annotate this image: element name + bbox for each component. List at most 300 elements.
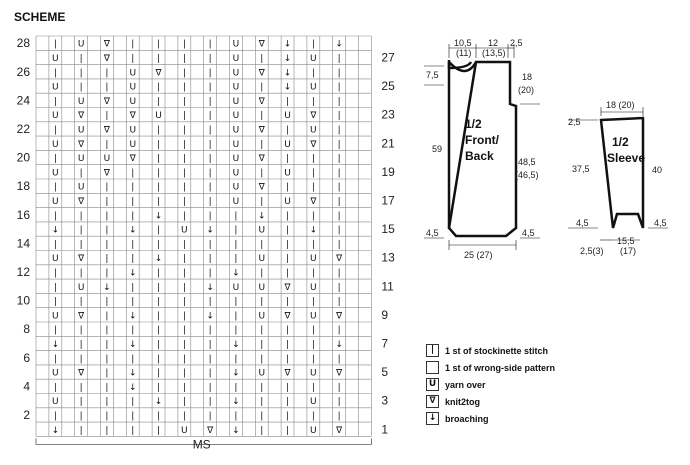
chart-symbol-s: | <box>157 382 161 393</box>
chart-symbol-s: | <box>157 139 161 150</box>
legend-item <box>426 342 555 359</box>
chart-symbol-y: U <box>284 196 291 207</box>
chart-symbol-s: | <box>157 96 161 107</box>
chart-symbol-s: | <box>311 297 315 308</box>
chart-symbol-y: U <box>310 125 317 136</box>
chart-symbol-s: | <box>234 211 238 222</box>
chart-symbol-k: ∇ <box>258 182 265 193</box>
row-label-left: 14 <box>16 236 30 251</box>
chart-symbol-s: | <box>105 297 109 308</box>
chart-symbol-s: | <box>234 311 238 322</box>
chart-symbol-k: ∇ <box>258 125 265 136</box>
row-label-right: 13 <box>381 250 395 265</box>
chart-symbol-y: U <box>232 82 240 93</box>
chart-symbol-s: | <box>337 354 341 365</box>
chart-symbol-s: | <box>53 211 57 222</box>
chart-symbol-s: | <box>260 111 264 122</box>
chart-symbol-s: | <box>208 168 212 179</box>
row-label-right: 17 <box>381 193 395 208</box>
chart-symbol-s: | <box>182 96 186 107</box>
chart-symbol-s: | <box>53 239 57 250</box>
chart-symbol-s: | <box>105 339 109 350</box>
front-title-2: Front/ <box>465 133 499 147</box>
chart-symbol-b: ↓ <box>257 211 266 222</box>
chart-symbol-s: | <box>234 411 238 422</box>
chart-symbol-y: U <box>129 68 137 79</box>
front-back-outline <box>449 60 516 236</box>
chart-symbol-b: ↓ <box>128 339 137 350</box>
chart-symbol-b: ↓ <box>283 68 292 79</box>
row-label-left: 10 <box>16 293 30 308</box>
chart-symbol-s: | <box>208 125 212 136</box>
chart-symbol-y: U <box>232 125 240 136</box>
chart-symbol-s: | <box>286 225 290 236</box>
front-top-dim-1b: (11) <box>456 48 472 58</box>
chart-symbol-s: | <box>208 96 212 107</box>
chart-symbol-b: ↓ <box>154 254 163 265</box>
chart-symbol-s: | <box>79 397 83 408</box>
chart-symbol-k: ∇ <box>103 96 110 107</box>
chart-symbol-y: U <box>232 282 240 293</box>
chart-symbol-s: | <box>337 168 341 179</box>
chart-symbol-y: U <box>52 397 59 408</box>
sleeve-title-2: Sleeve <box>607 151 646 165</box>
chart-symbol-k: ∇ <box>258 96 265 107</box>
chart-symbol-k: ∇ <box>103 168 110 179</box>
chart-symbol-y: U <box>310 397 317 408</box>
chart-symbol-s: | <box>208 382 212 393</box>
chart-symbol-k: ∇ <box>207 425 214 436</box>
chart-symbol-s: | <box>105 354 109 365</box>
legend-item <box>426 359 555 376</box>
chart-symbol-k: ∇ <box>336 311 343 322</box>
chart-symbol-s: | <box>234 354 238 365</box>
chart-symbol-s: | <box>182 82 186 93</box>
front-top-dim-1: 10,5 <box>454 38 472 48</box>
chart-symbol-k: ∇ <box>103 39 110 50</box>
chart-symbol-s: | <box>157 325 161 336</box>
sleeve-bottom-width: 15,5 <box>617 236 635 246</box>
chart-symbol-b: ↓ <box>283 39 292 50</box>
chart-symbol-y: U <box>310 282 317 293</box>
chart-symbol-y: U <box>232 139 240 150</box>
chart-symbol-k: ∇ <box>284 311 291 322</box>
chart-symbol-k: ∇ <box>258 68 265 79</box>
chart-symbol-s: | <box>337 111 341 122</box>
chart-symbol-s: | <box>79 239 83 250</box>
chart-symbol-s: | <box>182 239 186 250</box>
chart-symbol-b: ↓ <box>283 53 292 64</box>
chart-symbol-y: U <box>77 154 85 165</box>
chart-symbol-b: ↓ <box>206 311 214 322</box>
chart-symbol-s: | <box>182 397 186 408</box>
chart-symbol-b: ↓ <box>51 339 60 350</box>
chart-symbol-s: | <box>105 382 109 393</box>
chart-symbol-s: | <box>208 139 212 150</box>
chart-symbol-y: U <box>232 68 240 79</box>
chart-symbol-s: | <box>260 168 264 179</box>
chart-symbol-s: | <box>260 397 264 408</box>
chart-symbol-y: U <box>155 111 162 122</box>
chart-symbol-s: | <box>182 325 186 336</box>
front-side-dim: 48,5 <box>518 157 536 167</box>
chart-symbol-k: ∇ <box>310 111 317 122</box>
chart-symbol-y: U <box>181 225 188 236</box>
front-title-3: Back <box>465 149 494 163</box>
chart-symbol-s: | <box>337 225 341 236</box>
chart-symbol-b: ↓ <box>154 211 163 222</box>
chart-symbol-y: U <box>232 154 240 165</box>
chart-symbol-s: | <box>131 411 135 422</box>
chart-symbol-y: U <box>232 53 240 64</box>
chart-symbol-s: | <box>337 96 341 107</box>
front-armhole-dim-b: (20) <box>518 85 535 95</box>
chart-symbol-s: | <box>79 425 83 436</box>
chart-symbol-s: | <box>79 82 83 93</box>
chart-symbol-s: | <box>79 225 83 236</box>
chart-symbol-y: U <box>284 168 291 179</box>
chart-symbol-s: | <box>79 411 83 422</box>
chart-symbol-s: | <box>157 368 161 379</box>
chart-symbol-k: ∇ <box>78 139 85 150</box>
chart-symbol-s: | <box>337 182 341 193</box>
row-label-left: 24 <box>16 93 30 108</box>
chart-symbol-s: | <box>182 168 186 179</box>
chart-symbol-s: | <box>260 325 264 336</box>
chart-symbol-s: | <box>157 425 161 436</box>
chart-symbol-s: | <box>337 282 341 293</box>
ms-label: MS <box>192 437 211 452</box>
chart-symbol-s: | <box>311 168 315 179</box>
chart-symbol-k: ∇ <box>103 125 110 136</box>
chart-symbol-s: | <box>234 382 238 393</box>
chart-symbol-s: | <box>105 411 109 422</box>
front-top-dim-3: 2,5 <box>510 38 523 48</box>
chart-symbol-s: | <box>105 139 109 150</box>
chart-symbol-y: U <box>129 139 137 150</box>
chart-symbol-s: | <box>157 297 161 308</box>
chart-symbol-s: | <box>105 325 109 336</box>
chart-symbol-s: | <box>234 254 238 265</box>
chart-symbol-y: U <box>52 368 59 379</box>
chart-symbol-k: ∇ <box>284 282 291 293</box>
chart-symbol-s: | <box>157 168 161 179</box>
chart-symbol-s: | <box>286 182 290 193</box>
chart-symbol-s: | <box>286 96 290 107</box>
chart-symbol-s: | <box>311 211 315 222</box>
sleeve-rib-right: 4,5 <box>654 218 667 228</box>
chart-symbol-s: | <box>182 411 186 422</box>
chart-symbol-s: | <box>286 397 290 408</box>
chart-symbol-y: U <box>232 196 240 207</box>
chart-symbol-s: | <box>157 125 161 136</box>
row-label-right: 5 <box>381 365 389 380</box>
chart-symbol-s: | <box>53 282 57 293</box>
chart-symbol-y: U <box>52 82 59 93</box>
chart-symbol-s: | <box>105 68 109 79</box>
chart-symbol-s: | <box>53 354 57 365</box>
chart-symbol-s: | <box>337 211 341 222</box>
chart-symbol-y: U <box>310 53 317 64</box>
chart-symbol-s: | <box>105 239 109 250</box>
chart-symbol-y: U <box>77 182 85 193</box>
chart-symbol-s: | <box>53 154 57 165</box>
chart-symbol-y: U <box>181 425 188 436</box>
chart-symbol-s: | <box>79 68 83 79</box>
chart-symbol-y: U <box>77 39 85 50</box>
chart-symbol-b: ↓ <box>206 282 214 293</box>
chart-symbol-s: | <box>182 354 186 365</box>
chart-symbol-s: | <box>131 254 135 265</box>
row-label-right: 21 <box>381 136 395 151</box>
chart-symbol-s: | <box>286 425 290 436</box>
chart-symbol-s: | <box>131 182 135 193</box>
chart-symbol-s: | <box>311 96 315 107</box>
chart-symbol-s: | <box>260 82 264 93</box>
chart-symbol-s: | <box>182 53 186 64</box>
chart-symbol-s: | <box>337 382 341 393</box>
chart-symbol-s: | <box>260 425 264 436</box>
chart-symbol-b: ↓ <box>128 311 137 322</box>
chart-symbol-s: | <box>105 82 109 93</box>
chart-symbol-s: | <box>53 268 57 279</box>
chart-symbol-s: | <box>131 325 135 336</box>
chart-symbol-s: | <box>286 382 290 393</box>
chart-symbol-y: U <box>129 96 137 107</box>
chart-symbol-s: | <box>286 339 290 350</box>
chart-symbol-s: | <box>337 297 341 308</box>
row-label-right: 25 <box>381 79 395 94</box>
chart-symbol-s: | <box>337 325 341 336</box>
front-top-dim-2: 12 <box>488 38 499 48</box>
chart-symbol-s: | <box>182 368 186 379</box>
row-label-left: 8 <box>23 322 30 337</box>
chart-symbol-s: | <box>105 311 109 322</box>
chart-symbol-s: | <box>53 182 57 193</box>
chart-symbol-s: | <box>79 325 83 336</box>
chart-symbol-s: | <box>208 111 212 122</box>
chart-symbol-s: | <box>105 397 109 408</box>
chart-symbol-s: | <box>157 154 161 165</box>
chart-symbol-s: | <box>311 268 315 279</box>
chart-symbol-s: | <box>182 182 186 193</box>
chart-symbol-k: ∇ <box>336 368 343 379</box>
chart-symbol-s: | <box>79 168 83 179</box>
chart-symbol-s: | <box>208 254 212 265</box>
chart-symbol-b: ↓ <box>206 225 214 236</box>
chart-symbol-s: | <box>260 339 264 350</box>
chart-symbol-s: | <box>131 53 135 64</box>
chart-symbol-s: | <box>131 397 135 408</box>
chart-symbol-b: ↓ <box>232 268 240 279</box>
chart-symbol-b: ↓ <box>51 425 60 436</box>
chart-symbol-y: U <box>258 254 266 265</box>
legend-symbol <box>426 361 439 374</box>
chart-symbol-s: | <box>182 39 186 50</box>
legend-symbol: | <box>426 344 439 357</box>
front-rib-right: 4,5 <box>522 228 535 238</box>
chart-symbol-y: U <box>310 368 317 379</box>
chart-symbol-k: ∇ <box>258 154 265 165</box>
chart-symbol-s: | <box>208 339 212 350</box>
row-label-right: 15 <box>381 222 395 237</box>
chart-symbol-s: | <box>79 339 83 350</box>
chart-symbol-s: | <box>337 196 341 207</box>
sleeve-title-1: 1/2 <box>612 135 629 149</box>
chart-symbol-k: ∇ <box>78 111 85 122</box>
chart-symbol-k: ∇ <box>258 39 265 50</box>
sleeve-length-dim: 37,5 <box>572 164 590 174</box>
chart-symbol-s: | <box>234 225 238 236</box>
chart-symbol-s: | <box>157 354 161 365</box>
chart-symbol-s: | <box>337 53 341 64</box>
chart-symbol-y: U <box>52 196 59 207</box>
chart-symbol-s: | <box>208 211 212 222</box>
chart-symbol-k: ∇ <box>78 196 85 207</box>
chart-symbol-s: | <box>208 268 212 279</box>
chart-symbol-y: U <box>129 82 137 93</box>
chart-symbol-y: U <box>52 311 59 322</box>
chart-symbol-k: ∇ <box>336 254 343 265</box>
chart-symbol-y: U <box>284 139 291 150</box>
chart-symbol-y: U <box>258 311 266 322</box>
chart-symbol-y: U <box>52 168 59 179</box>
chart-symbol-s: | <box>105 182 109 193</box>
row-label-right: 3 <box>381 393 389 408</box>
chart-symbol-s: | <box>260 354 264 365</box>
chart-symbol-s: | <box>157 225 161 236</box>
chart-symbol-y: U <box>103 154 111 165</box>
chart-symbol-y: U <box>52 111 59 122</box>
row-label-right: 7 <box>381 336 389 351</box>
legend-symbol: ↓ <box>426 412 439 425</box>
row-label-left: 16 <box>16 207 30 222</box>
chart-symbol-s: | <box>311 411 315 422</box>
chart-symbol-s: | <box>260 268 264 279</box>
chart-symbol-s: | <box>208 297 212 308</box>
chart-symbol-s: | <box>53 382 57 393</box>
chart-symbol-k: ∇ <box>155 68 162 79</box>
chart-symbol-s: | <box>337 411 341 422</box>
chart-symbol-b: ↓ <box>232 339 240 350</box>
chart-symbol-s: | <box>286 154 290 165</box>
chart-symbol-s: | <box>286 211 290 222</box>
chart-symbol-s: | <box>311 239 315 250</box>
chart-symbol-s: | <box>311 325 315 336</box>
row-label-left: 22 <box>16 121 30 136</box>
chart-symbol-s: | <box>79 382 83 393</box>
row-label-right: 27 <box>381 50 395 65</box>
chart-symbol-s: | <box>131 211 135 222</box>
chart-symbol-s: | <box>234 297 238 308</box>
chart-symbol-s: | <box>182 68 186 79</box>
chart-symbol-b: ↓ <box>232 397 240 408</box>
row-label-left: 6 <box>23 350 30 365</box>
chart-symbol-s: | <box>311 182 315 193</box>
chart-symbol-s: | <box>337 82 341 93</box>
chart-symbol-b: ↓ <box>154 397 163 408</box>
chart-symbol-s: | <box>182 311 186 322</box>
chart-symbol-s: | <box>208 368 212 379</box>
chart-symbol-s: | <box>105 425 109 436</box>
chart-symbol-y: U <box>77 282 85 293</box>
legend-item <box>426 393 555 410</box>
chart-symbol-b: ↓ <box>128 382 137 393</box>
chart-symbol-s: | <box>208 354 212 365</box>
chart-symbol-b: ↓ <box>128 368 137 379</box>
chart-symbol-k: ∇ <box>284 368 291 379</box>
chart-symbol-s: | <box>157 239 161 250</box>
sleeve-cap-dim: 2,5 <box>568 117 581 127</box>
chart-symbol-s: | <box>286 354 290 365</box>
chart-symbol-s: | <box>286 125 290 136</box>
chart-symbol-s: | <box>105 111 109 122</box>
chart-symbol-s: | <box>286 325 290 336</box>
chart-symbol-k: ∇ <box>78 368 85 379</box>
chart-symbol-s: | <box>105 225 109 236</box>
chart-symbol-b: ↓ <box>309 225 318 236</box>
chart-symbol-s: | <box>260 196 264 207</box>
chart-symbol-s: | <box>157 339 161 350</box>
chart-symbol-s: | <box>286 239 290 250</box>
chart-symbol-s: | <box>79 53 83 64</box>
chart-symbol-s: | <box>337 154 341 165</box>
front-armhole-dim: 18 <box>522 72 533 82</box>
chart-symbol-s: | <box>311 339 315 350</box>
chart-symbol-k: ∇ <box>129 154 136 165</box>
chart-symbol-y: U <box>232 111 240 122</box>
chart-symbol-k: ∇ <box>336 425 343 436</box>
chart-symbol-s: | <box>234 239 238 250</box>
chart-symbol-s: | <box>208 239 212 250</box>
chart-symbol-b: ↓ <box>335 339 343 350</box>
chart-symbol-s: | <box>337 268 341 279</box>
chart-symbol-y: U <box>232 182 240 193</box>
chart-symbol-s: | <box>208 196 212 207</box>
row-label-right: 19 <box>381 164 395 179</box>
chart-symbol-s: | <box>182 382 186 393</box>
chart-symbol-s: | <box>131 425 135 436</box>
chart-symbol-y: U <box>52 139 59 150</box>
chart-symbol-k: ∇ <box>310 196 317 207</box>
chart-symbol-s: | <box>157 39 161 50</box>
legend-item <box>426 410 555 427</box>
chart-symbol-b: ↓ <box>335 39 343 50</box>
legend-label: 1 st of wrong-side pattern <box>445 362 556 373</box>
chart-symbol-s: | <box>131 196 135 207</box>
chart-symbol-s: | <box>260 411 264 422</box>
chart-symbol-s: | <box>53 297 57 308</box>
chart-symbol-s: | <box>105 268 109 279</box>
chart-symbol-s: | <box>208 182 212 193</box>
chart-symbol-s: | <box>311 68 315 79</box>
front-rib-left: 4,5 <box>426 228 439 238</box>
chart-symbol-y: U <box>52 53 59 64</box>
page-title: SCHEME <box>14 10 66 24</box>
legend-label: 1 st of stockinette stitch <box>445 345 549 356</box>
front-length-dim: 59 <box>432 144 443 154</box>
chart-symbol-s: | <box>260 53 264 64</box>
chart-symbol-s: | <box>260 382 264 393</box>
chart-symbol-s: | <box>131 297 135 308</box>
chart-symbol-s: | <box>182 339 186 350</box>
chart-symbol-b: ↓ <box>232 425 240 436</box>
chart-symbol-s: | <box>208 53 212 64</box>
chart-symbol-s: | <box>131 354 135 365</box>
legend <box>426 342 555 427</box>
chart-symbol-s: | <box>182 211 186 222</box>
chart-symbol-s: | <box>286 411 290 422</box>
